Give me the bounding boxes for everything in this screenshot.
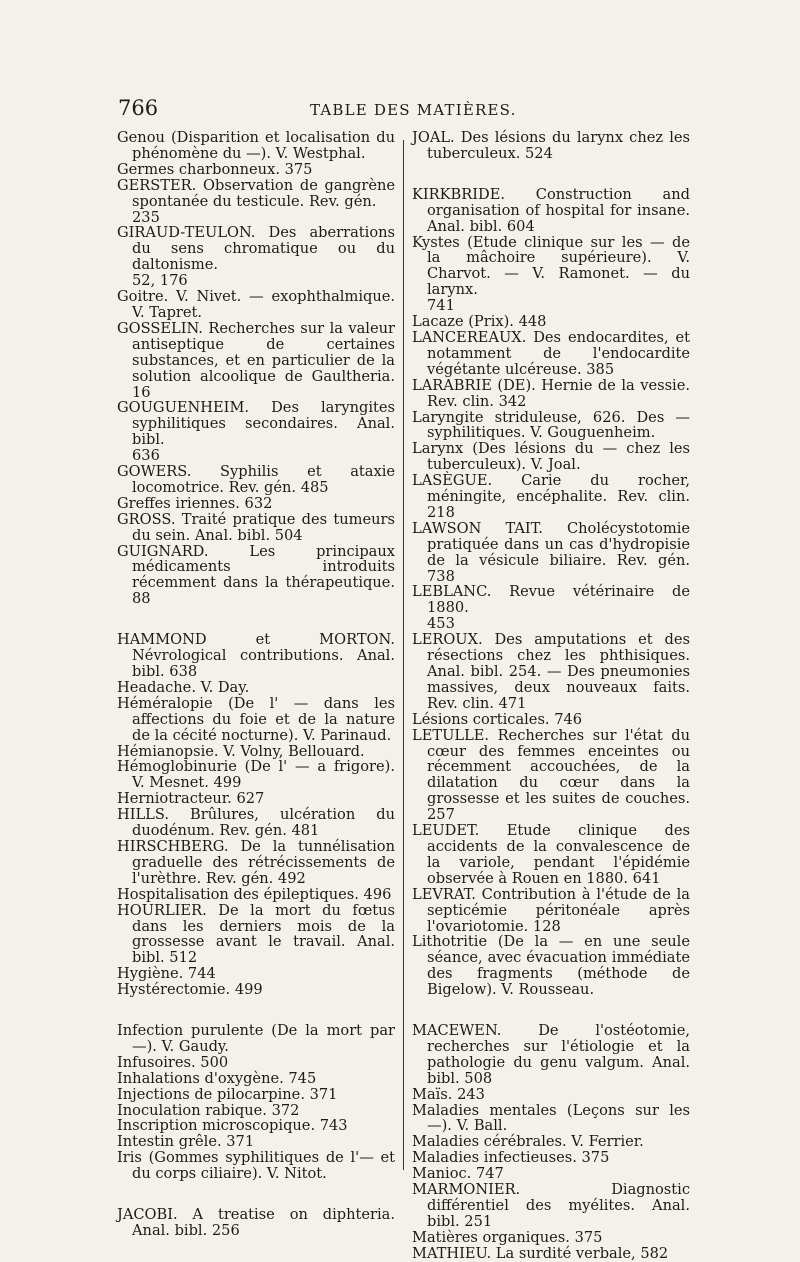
index-entry: Iris (Gommes syphilitiques de l'— et du corps ciliaire). V. Nitot. (117, 1149, 395, 1183)
index-entry: Matières organiques. 375 (412, 1228, 603, 1246)
index-entry: Hémoglobinurie (De l' — a frigore). V. Mesnet. 499 (117, 758, 395, 792)
index-entry: LEROUX. Des amputations et des résections chez les phthisiques. Anal. bibl. 254. — Des pneumonies massives, deux nouveaux faits. Rev. clin. 471 (412, 631, 690, 712)
index-entry: LETULLE. Recherches sur l'état du cœur des femmes enceintes ou récemment accouchées, de la dilatation du cœur dans la grossesse et les suites de couches. 257 (412, 726, 690, 824)
index-entry: Kystes (Etude clinique sur les — de la mâchoire supérieure). V. Charvot. — V. Ramonet. — du larynx. 741 (412, 233, 690, 315)
index-entry: Goitre. V. Nivet. — exophthalmique. V. Tapret. (117, 288, 395, 321)
index-entry: Hémianopsie. V. Volny, Bellouard. (117, 742, 365, 760)
index-entry: LEUDET. Etude clinique des accidents de la convalescence de la variole, pendant l'épidémie observée à Rouen en 1880. 641 (412, 822, 690, 887)
index-entry: Inscription microscopique. 743 (117, 1117, 348, 1135)
index-entry: LEBLANC. Revue vétérinaire de 1880. 453 (412, 583, 690, 633)
index-entry: GROSS. Traité pratique des tumeurs du sein. Anal. bibl. 504 (117, 510, 395, 544)
index-entry: Maladies infectieuses. 375 (412, 1149, 610, 1167)
right-column (412, 129, 690, 1262)
index-entry: Infection purulente (De la mort par —). V. Gaudy. (117, 1022, 395, 1055)
index-entry: Herniotracteur. 627 (117, 790, 265, 808)
index-entry: Manioc. 747 (412, 1165, 504, 1183)
index-entry: Infusoires. 500 (117, 1053, 229, 1071)
index-entry: Maladies mentales (Leçons sur les —). V. Ball. (412, 1101, 690, 1135)
index-entry: Hystérectomie. 499 (117, 981, 263, 999)
index-entry: MACEWEN. De l'ostéotomie, recherches sur l'étiologie et la pathologie du genu valgum. Anal. bibl. 508 (412, 1022, 690, 1087)
page-number: 766 (118, 96, 159, 120)
index-entry: LARABRIE (DE). Hernie de la vessie. Rev. clin. 342 (412, 376, 690, 410)
index-entry: Inoculation rabique. 372 (117, 1101, 300, 1119)
running-title: TABLE DES MATIÈRES. (310, 101, 517, 119)
index-entry: Intestin grêle. 371 (117, 1133, 255, 1151)
index-entry: GIRAUD-TEULON. Des aberrations du sens chromatique ou du daltonisme. 52, 176 (117, 224, 395, 290)
index-entry: LANCEREAUX. Des endocardites, et notamment de l'endocardite végétante ulcéreuse. 385 (412, 328, 690, 378)
index-entry: JOAL. Des lésions du larynx chez les tuberculeux. 524 (412, 129, 690, 162)
index-entry: GUIGNARD. Les principaux médicaments introduits récemment dans la thérapeutique. 88 (117, 542, 395, 608)
index-entry: Genou (Disparition et localisation du phénomène du —). V. Westphal. (117, 129, 395, 162)
index-entry: Hygiène. 744 (117, 965, 216, 983)
index-entry: Injections de pilocarpine. 371 (117, 1085, 338, 1103)
index-entry: HOURLIER. De la mort du fœtus dans les derniers mois de la grossesse avant le travail. Anal. bibl. 512 (117, 901, 395, 967)
index-entry: GERSTER. Observation de gangrène spontanée du testicule. Rev. gén. 235 (117, 176, 395, 226)
index-entry: Lacaze (Prix). 448 (412, 313, 547, 331)
index-entry: Inhalations d'oxygène. 745 (117, 1069, 317, 1087)
index-entry: Hospitalisation des épileptiques. 496 (117, 885, 392, 903)
index-entry: KIRKBRIDE. Construction and organisation of hospital for insane. Anal. bibl. 604 (412, 185, 690, 235)
index-entry: LEVRAT. Contribution à l'étude de la septicémie péritonéale après l'ovariotomie. 128 (412, 885, 690, 935)
index-entry: Lésions corticales. 746 (412, 710, 583, 728)
index-entry: LASÈGUE. Carie du rocher, méningite, encéphalite. Rev. clin. 218 (412, 472, 690, 521)
index-entry: Héméralopie (De l' — dans les affections du foie et de la nature de la cécité nocturne). V. Parinaud. (117, 694, 395, 744)
index-entry: HILLS. Brûlures, ulcération du duodénum. Rev. gén. 481 (117, 806, 395, 840)
index-entry: LAWSON TAIT. Cholécystotomie pratiquée dans un cas d'hydropisie de la vésicule biliaire. Rev. gén. 738 (412, 519, 690, 585)
index-entry: HAMMOND et MORTON. Névrological contributions. Anal. bibl. 638 (117, 631, 395, 680)
left-column (117, 129, 395, 1239)
index-entry: HIRSCHBERG. De la tunnélisation graduelle des rétrécissements de l'urèthre. Rev. gén. 492 (117, 837, 395, 887)
index-entry: Maladies cérébrales. V. Ferrier. (412, 1133, 644, 1151)
index-entry: Headache. V. Day. (117, 678, 250, 696)
index-entry: GOSSELIN. Recherches sur la valeur antiseptique de certaines substances, et en particulier de la solution alcoolique de Gaultheria. 16 (117, 319, 395, 401)
index-entry: MARMONIER. Diagnostic différentiel des myélites. Anal. bibl. 251 (412, 1181, 690, 1230)
column-divider (403, 140, 404, 1170)
index-entry: Greffes iriennes. 632 (117, 494, 273, 512)
index-entry: Maïs. 243 (412, 1085, 485, 1103)
index-entry: JACOBI. A treatise on diphteria. Anal. bibl. 256 (117, 1206, 395, 1239)
page-header (118, 96, 688, 126)
index-entry: Larynx (Des lésions du — chez les tuberculeux). V. Joal. (412, 440, 690, 474)
index-entry: Lithotritie (De la — en une seule séance, avec évacuation immédiate des fragments (méthode de Bigelow). V. Rousseau. (412, 933, 690, 999)
index-entry: MATHIEU. La surdité verbale, 582 (412, 1244, 669, 1262)
index-entry: GOWERS. Syphilis et ataxie locomotrice. Rev. gén. 485 (117, 463, 395, 496)
index-entry: Germes charbonneux. 375 (117, 160, 313, 178)
index-entry: GOUGUENHEIM. Des laryngites syphilitiques secondaires. Anal. bibl. 636 (117, 399, 395, 465)
index-entry: Laryngite striduleuse, 626. Des — syphilitiques. V. Gouguenheim. (412, 408, 690, 442)
